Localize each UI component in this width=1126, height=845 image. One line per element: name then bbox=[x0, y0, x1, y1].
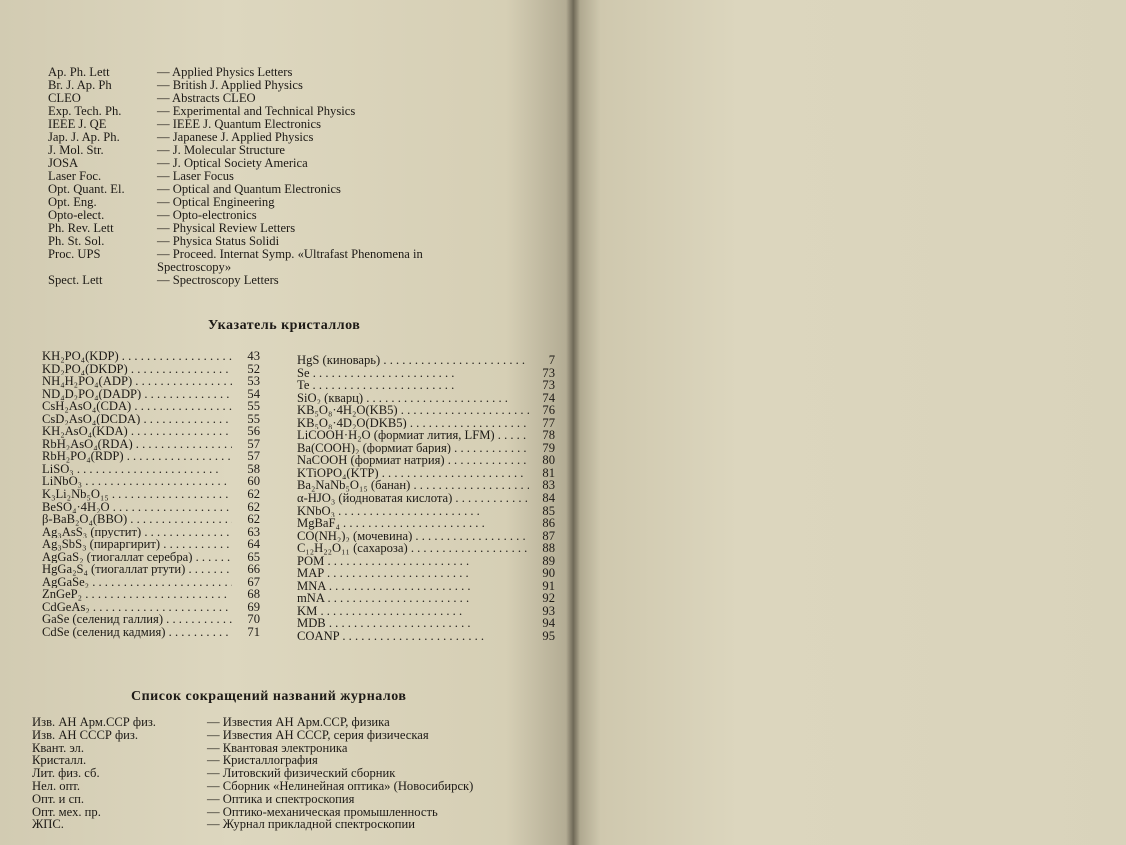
crystal-entry bbox=[42, 363, 260, 376]
journal-name: — Physical Review Letters bbox=[157, 221, 296, 235]
journal-full-name: — Известия АН СССР, серия физическая bbox=[207, 727, 429, 742]
crystal-page: 66 bbox=[247, 562, 260, 577]
crystal-entry bbox=[42, 513, 260, 526]
journal-abbreviation: Лит. физ. сб. bbox=[32, 766, 100, 781]
abbreviation-row bbox=[48, 79, 487, 92]
journal-list-row bbox=[32, 793, 473, 806]
crystal-entry bbox=[297, 592, 555, 605]
journal-abbreviation: Опт. и сп. bbox=[32, 791, 85, 806]
crystal-name: AgGaSe₂ . . bbox=[42, 576, 232, 589]
crystal-index-title: Указатель кристаллов bbox=[208, 318, 361, 333]
crystal-name: CO(NH₂)₂ (мочевина) . . bbox=[297, 530, 529, 543]
abbreviation: Opto-elect. bbox=[48, 208, 105, 222]
journal-abbreviation: Квант. эл. bbox=[32, 740, 84, 755]
crystal-name: mNA . . bbox=[297, 592, 529, 605]
journal-list-row bbox=[32, 818, 473, 831]
journal-name: — Physica Status Solidi bbox=[157, 234, 280, 248]
crystal-name: Ba₂NaNb₅O₁₅ (банан) . . bbox=[297, 479, 529, 492]
journal-name: — British J. Applied Physics bbox=[157, 78, 303, 92]
crystal-entry bbox=[297, 467, 555, 480]
book-gutter bbox=[566, 0, 580, 845]
crystal-entry bbox=[42, 375, 260, 388]
crystal-page: 81 bbox=[542, 465, 555, 480]
crystal-entry bbox=[42, 475, 260, 488]
crystal-entry bbox=[42, 563, 260, 576]
crystal-name: MDB . . bbox=[297, 617, 529, 630]
crystal-page: 84 bbox=[542, 491, 555, 506]
crystal-name: NaCOOH (формиат натрия) . . bbox=[297, 454, 529, 467]
crystal-entry bbox=[297, 454, 555, 467]
crystal-entry bbox=[42, 463, 260, 476]
crystal-page: 63 bbox=[247, 524, 260, 539]
abbreviation: Laser Foc. bbox=[48, 169, 102, 183]
abbreviation: Spect. Lett bbox=[48, 273, 103, 287]
journal-full-name: — Оптико-механическая промышленность bbox=[207, 804, 438, 819]
crystal-entry bbox=[42, 551, 260, 564]
crystal-page: 76 bbox=[542, 403, 555, 418]
journal-full-name: — Литовский физический сборник bbox=[207, 766, 396, 781]
journal-name: — Optical and Quantum Electronics bbox=[157, 182, 341, 196]
journal-list-title: Список сокращений названий журналов bbox=[131, 689, 407, 704]
journal-abbreviation: Нел. опт. bbox=[32, 778, 81, 793]
journal-name: — Japanese J. Applied Physics bbox=[157, 130, 314, 144]
crystal-entry bbox=[297, 580, 555, 593]
abbreviation: CLEO bbox=[48, 91, 81, 105]
abbreviation: Exp. Tech. Ph. bbox=[48, 104, 122, 118]
journal-name: — Applied Physics Letters bbox=[157, 65, 293, 79]
crystal-entry bbox=[42, 450, 260, 463]
crystal-entry bbox=[297, 617, 555, 630]
crystal-name: LiNbO₃ . . bbox=[42, 475, 232, 488]
crystal-page: 78 bbox=[542, 428, 555, 443]
journal-name: — J. Molecular Structure bbox=[157, 143, 286, 157]
crystal-page: 62 bbox=[247, 487, 260, 502]
crystal-index-right-column bbox=[297, 354, 555, 643]
crystal-entry bbox=[297, 505, 555, 518]
abbreviation-row bbox=[48, 157, 487, 170]
crystal-entry bbox=[297, 379, 555, 392]
crystal-name: KH₂PO₄(KDP) . . bbox=[42, 350, 232, 363]
crystal-page: 88 bbox=[542, 541, 555, 556]
crystal-page: 70 bbox=[247, 612, 260, 627]
crystal-page: 62 bbox=[247, 499, 260, 514]
journal-abbreviation: ЖПС. bbox=[32, 817, 64, 832]
journal-name: — IEEE J. Quantum Electronics bbox=[157, 117, 322, 131]
crystal-page: 74 bbox=[542, 390, 555, 405]
crystal-page: 93 bbox=[542, 603, 555, 618]
crystal-entry bbox=[297, 442, 555, 455]
crystal-page: 95 bbox=[542, 629, 555, 644]
crystal-name: MgBaF₄ . . bbox=[297, 517, 529, 530]
abbreviation: Jap. J. Ap. Ph. bbox=[48, 130, 120, 144]
crystal-entry bbox=[297, 605, 555, 618]
crystal-name: MNA . . bbox=[297, 580, 529, 593]
journal-full-name: — Квантовая электроника bbox=[207, 740, 348, 755]
crystal-page: 68 bbox=[247, 587, 260, 602]
crystal-page: 43 bbox=[247, 349, 260, 363]
crystal-entry bbox=[297, 417, 555, 430]
crystal-page: 54 bbox=[247, 386, 260, 401]
crystal-entry bbox=[42, 538, 260, 551]
crystal-entry bbox=[297, 429, 555, 442]
crystal-entry bbox=[297, 567, 555, 580]
crystal-name: β-BaB₂O₄(BBO) . . bbox=[42, 513, 232, 526]
crystal-name: RbH₂PO₄(RDP) . . bbox=[42, 450, 232, 463]
right-page bbox=[573, 0, 1126, 845]
journal-abbreviation: Опт. мех. пр. bbox=[32, 804, 101, 819]
crystal-entry bbox=[297, 517, 555, 530]
crystal-name: LiSO₃ . . bbox=[42, 463, 232, 476]
crystal-name: C₁₂H₂₂O₁₁ (сахароза) . . bbox=[297, 542, 529, 555]
crystal-entry bbox=[42, 613, 260, 626]
crystal-name: NH₄H₂PO₄(ADP) . . bbox=[42, 375, 232, 388]
crystal-name: CdSe (селенид кадмия) . . bbox=[42, 626, 232, 639]
crystal-entry bbox=[42, 413, 260, 426]
journal-list-row bbox=[32, 716, 473, 729]
journal-name: — J. Optical Society America bbox=[157, 156, 308, 170]
crystal-entry bbox=[297, 555, 555, 568]
crystal-page: 71 bbox=[247, 625, 260, 640]
crystal-name: KNbO₃ . . bbox=[297, 505, 529, 518]
crystal-page: 57 bbox=[247, 449, 260, 464]
abbreviation: Opt. Eng. bbox=[48, 195, 97, 209]
abbreviation: Ap. Ph. Lett bbox=[48, 65, 110, 79]
journal-name: — Spectroscopy Letters bbox=[157, 273, 279, 287]
crystal-page: 73 bbox=[542, 378, 555, 393]
abbreviation: Ph. St. Sol. bbox=[48, 234, 105, 248]
journal-name: — Experimental and Technical Physics bbox=[157, 104, 356, 118]
abbreviation: J. Mol. Str. bbox=[48, 143, 104, 157]
crystal-name: KB₅O₈·4H₂O(KB5) . . bbox=[297, 404, 529, 417]
crystal-name: CsD₂AsO₄(DCDA) . . bbox=[42, 413, 232, 426]
crystal-entry bbox=[297, 404, 555, 417]
abbreviation: Ph. Rev. Lett bbox=[48, 221, 114, 235]
crystal-page: 52 bbox=[247, 361, 260, 376]
crystal-name: ZnGeP₂ . . bbox=[42, 588, 232, 601]
crystal-page: 57 bbox=[247, 436, 260, 451]
crystal-name: HgS (киноварь) . . bbox=[297, 354, 529, 367]
abbreviation: JOSA bbox=[48, 156, 79, 170]
crystal-page: 87 bbox=[542, 528, 555, 543]
journal-name: — Optical Engineering bbox=[157, 195, 275, 209]
crystal-name: Se . . bbox=[297, 367, 529, 380]
crystal-entry bbox=[297, 392, 555, 405]
crystal-name: GaSe (селенид галлия) . . bbox=[42, 613, 232, 626]
crystal-name: POM . . bbox=[297, 555, 529, 568]
crystal-entry bbox=[42, 400, 260, 413]
crystal-entry bbox=[42, 350, 260, 363]
crystal-entry bbox=[42, 388, 260, 401]
crystal-page: 67 bbox=[247, 574, 260, 589]
journal-full-name: — Известия АН Арм.ССР, физика bbox=[207, 715, 390, 729]
journal-abbreviation: Изв. АН Арм.ССР физ. bbox=[32, 715, 156, 729]
crystal-page: 69 bbox=[247, 599, 260, 614]
crystal-page: 64 bbox=[247, 537, 260, 552]
crystal-name: CdGeAs₂ . . bbox=[42, 601, 232, 614]
crystal-page: 86 bbox=[542, 516, 555, 531]
crystal-page: 55 bbox=[247, 411, 260, 426]
crystal-page: 90 bbox=[542, 566, 555, 581]
crystal-page: 7 bbox=[548, 353, 555, 367]
abbreviation: Proc. UPS bbox=[48, 247, 101, 261]
crystal-page: 94 bbox=[542, 616, 555, 631]
abbreviation-row bbox=[48, 248, 487, 274]
crystal-page: 79 bbox=[542, 440, 555, 455]
crystal-page: 56 bbox=[247, 424, 260, 439]
journal-full-name: — Сборник «Нелинейная оптика» (Новосибирск) bbox=[207, 778, 474, 793]
crystal-name: KM . . bbox=[297, 605, 529, 618]
crystal-name: α-HJO₃ (йодноватая кислота) . . bbox=[297, 492, 529, 505]
crystal-page: 58 bbox=[247, 461, 260, 476]
crystal-entry bbox=[42, 626, 260, 639]
crystal-entry bbox=[42, 526, 260, 539]
crystal-page: 92 bbox=[542, 591, 555, 606]
journal-name: — Proceed. Internat Symp. «Ultrafast Phenomena in Spectroscopy» bbox=[157, 247, 423, 274]
crystal-entry bbox=[42, 488, 260, 501]
journal-name: — Opto-electronics bbox=[157, 208, 257, 222]
abbreviation: IEEE J. QE bbox=[48, 117, 107, 131]
crystal-entry bbox=[297, 630, 555, 643]
crystal-page: 85 bbox=[542, 503, 555, 518]
crystal-page: 83 bbox=[542, 478, 555, 493]
journal-name: — Abstracts CLEO bbox=[157, 91, 256, 105]
journal-list-row bbox=[32, 729, 473, 742]
crystal-entry bbox=[297, 530, 555, 543]
crystal-name: CsH₂AsO₄(CDA) . . bbox=[42, 400, 232, 413]
crystal-page: 73 bbox=[542, 365, 555, 380]
crystal-entry bbox=[297, 479, 555, 492]
abbreviation-row bbox=[48, 196, 487, 209]
crystal-page: 62 bbox=[247, 512, 260, 527]
crystal-name: KH₂AsO₄(KDA) . . bbox=[42, 425, 232, 438]
crystal-name: HgGa₂S₄ (тиогаллат ртути) . . bbox=[42, 563, 232, 576]
journal-abbreviation: Кристалл. bbox=[32, 753, 87, 768]
crystal-name: KD₂PO₄(DKDP) . . bbox=[42, 363, 232, 376]
journal-name: — Laser Focus bbox=[157, 169, 234, 183]
crystal-name: Ag₃AsS₃ (прустит) . . bbox=[42, 526, 232, 539]
crystal-name: RbH₂AsO₄(RDA) . . bbox=[42, 438, 232, 451]
crystal-name: COANP . . bbox=[297, 630, 529, 643]
journal-full-name: — Журнал прикладной спектроскопии bbox=[207, 817, 415, 832]
abbreviation: Br. J. Ap. Ph bbox=[48, 78, 112, 92]
crystal-name: BeSO₄·4H₂O . . bbox=[42, 501, 232, 514]
crystal-page: 60 bbox=[247, 474, 260, 489]
crystal-name: KB₅O₈·4D₂O(DKB5) . . bbox=[297, 417, 529, 430]
journal-list bbox=[32, 716, 473, 831]
crystal-page: 77 bbox=[542, 415, 555, 430]
crystal-name: Ba(COOH)₂ (формиат бария) . . bbox=[297, 442, 529, 455]
crystal-entry bbox=[42, 425, 260, 438]
crystal-name: Ag₃SbS₃ (пираргирит) . . bbox=[42, 538, 232, 551]
crystal-page: 91 bbox=[542, 578, 555, 593]
crystal-entry bbox=[42, 601, 260, 614]
crystal-entry bbox=[297, 542, 555, 555]
crystal-entry bbox=[297, 367, 555, 380]
crystal-name: ND₄D₂PO₄(DADP) . . bbox=[42, 388, 232, 401]
crystal-entry bbox=[297, 492, 555, 505]
journal-full-name: — Кристаллография bbox=[207, 753, 318, 768]
crystal-entry bbox=[42, 438, 260, 451]
crystal-page: 80 bbox=[542, 453, 555, 468]
crystal-entry bbox=[42, 576, 260, 589]
journal-abbreviation: Изв. АН СССР физ. bbox=[32, 727, 139, 742]
crystal-name: K₃Li₂Nb₅O₁₅ . . bbox=[42, 488, 232, 501]
crystal-entry bbox=[42, 501, 260, 514]
crystal-page: 65 bbox=[247, 549, 260, 564]
journal-full-name: — Оптика и спектроскопия bbox=[207, 791, 355, 806]
crystal-name: MAP . . bbox=[297, 567, 529, 580]
crystal-name: LiCOOH·H₂O (формиат лития, LFM) . . bbox=[297, 429, 529, 442]
abbreviation-row bbox=[48, 274, 487, 287]
crystal-name: SiO₂ (кварц) . . bbox=[297, 392, 529, 405]
crystal-page: 55 bbox=[247, 399, 260, 414]
crystal-entry bbox=[42, 588, 260, 601]
crystal-name: KTiOPO₄(KTP) . . bbox=[297, 467, 529, 480]
crystal-index-left-column bbox=[42, 350, 260, 639]
crystal-page: 53 bbox=[247, 374, 260, 389]
abbreviation: Opt. Quant. El. bbox=[48, 182, 125, 196]
journal-list-row bbox=[32, 780, 473, 793]
crystal-page: 89 bbox=[542, 553, 555, 568]
crystal-name: AgGaS₂ (тиогаллат серебра) . . bbox=[42, 551, 232, 564]
crystal-name: Te . . bbox=[297, 379, 529, 392]
crystal-entry bbox=[297, 354, 555, 367]
journal-abbreviations-latin bbox=[48, 66, 487, 287]
